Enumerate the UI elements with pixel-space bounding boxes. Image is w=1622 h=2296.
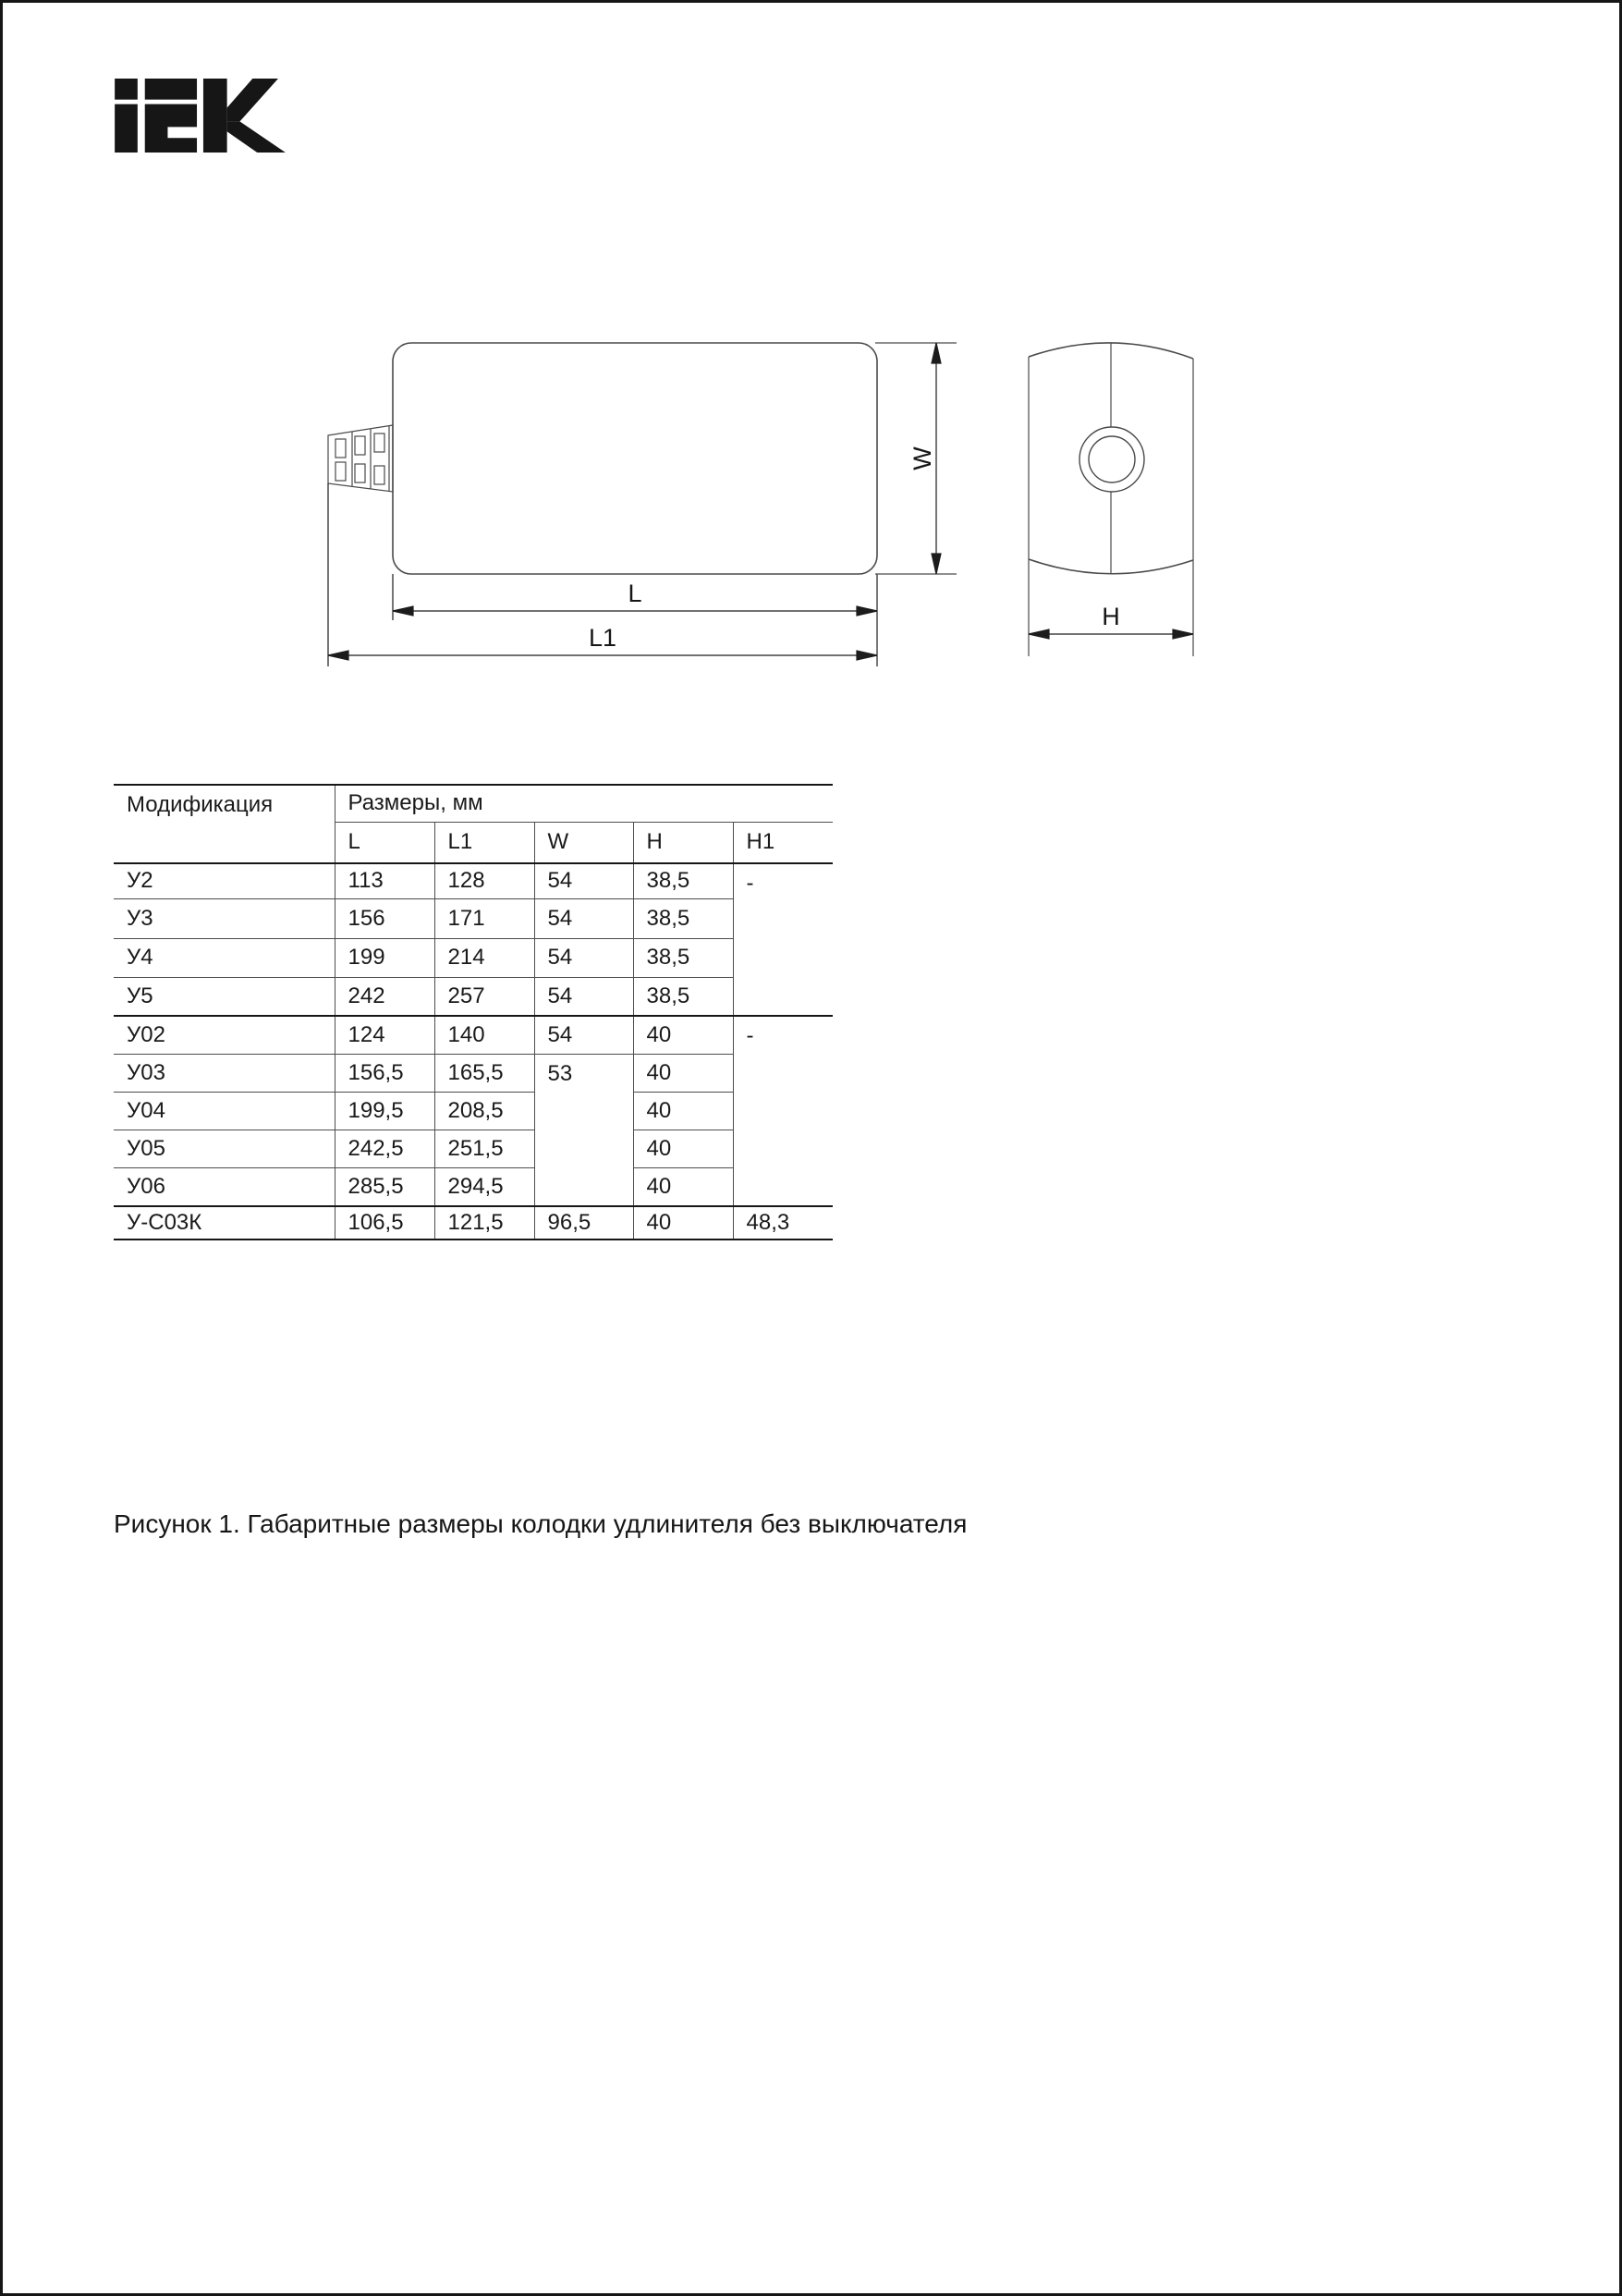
cell-l1: 140	[434, 1016, 534, 1054]
cell-h: 40	[633, 1054, 733, 1092]
cell-l: 156	[335, 898, 434, 938]
header-dimensions-group: Размеры, мм	[335, 785, 833, 822]
cell-l: 199	[335, 938, 434, 977]
cell-h: 40	[633, 1130, 733, 1167]
cell-modification: У02	[114, 1016, 335, 1054]
block-side-view	[328, 343, 877, 574]
cell-h: 38,5	[633, 938, 733, 977]
cell-modification: У3	[114, 898, 335, 938]
table-row	[114, 938, 833, 977]
cell-modification: У05	[114, 1130, 335, 1167]
cell-l1: 214	[434, 938, 534, 977]
dimension-drawing	[308, 317, 1241, 687]
dim-label-w: W	[909, 446, 936, 470]
cell-l: 113	[335, 863, 434, 898]
column-header-l: L	[335, 822, 434, 863]
dim-label-l1: L1	[588, 624, 617, 652]
cell-modification: У06	[114, 1167, 335, 1206]
cell-l: 285,5	[335, 1167, 434, 1206]
dim-h	[1029, 629, 1193, 639]
cell-modification: У03	[114, 1054, 335, 1092]
column-header-h1: H1	[733, 822, 833, 863]
table-row	[114, 1054, 833, 1092]
cell-w-merged: 53	[534, 1054, 633, 1206]
cell-l1: 128	[434, 863, 534, 898]
cell-l: 242	[335, 977, 434, 1016]
cell-h: 38,5	[633, 977, 733, 1016]
table-row	[114, 1167, 833, 1206]
cell-w: 54	[534, 898, 633, 938]
cell-l: 199,5	[335, 1092, 434, 1130]
table-row	[114, 977, 833, 1016]
iek-logo-glyphs	[115, 79, 286, 153]
cell-l: 124	[335, 1016, 434, 1054]
dim-label-l: L	[628, 580, 642, 607]
cell-h1-merged: -	[733, 1016, 833, 1206]
column-header-h: H	[633, 822, 733, 863]
iek-logo	[114, 79, 287, 153]
cell-l1: 251,5	[434, 1130, 534, 1167]
cell-w: 54	[534, 977, 633, 1016]
dimensions-table	[114, 784, 833, 1240]
cell-l: 242,5	[335, 1130, 434, 1167]
cell-l1: 165,5	[434, 1054, 534, 1092]
cell-l1: 257	[434, 977, 534, 1016]
table-row	[114, 1092, 833, 1130]
cell-l1: 121,5	[434, 1206, 534, 1240]
cell-modification: У2	[114, 863, 335, 898]
cell-w: 54	[534, 938, 633, 977]
column-header-w: W	[534, 822, 633, 863]
cell-l: 156,5	[335, 1054, 434, 1092]
dim-l1	[328, 651, 877, 660]
cell-w: 54	[534, 1016, 633, 1054]
block-end-view	[1029, 343, 1193, 574]
cell-w: 96,5	[534, 1206, 633, 1240]
header-modification: Модификация	[114, 785, 335, 863]
cell-modification: У4	[114, 938, 335, 977]
dim-l	[393, 606, 877, 616]
figure-caption: Рисунок 1. Габаритные размеры колодки удлинителя без выключателя	[114, 1509, 968, 1538]
cable-gland	[328, 425, 393, 492]
cell-h: 40	[633, 1206, 733, 1240]
column-header-l1: L1	[434, 822, 534, 863]
cell-l1: 294,5	[434, 1167, 534, 1206]
table-row	[114, 863, 833, 898]
cell-l: 106,5	[335, 1206, 434, 1240]
cell-l1: 208,5	[434, 1092, 534, 1130]
dim-label-h: H	[1102, 603, 1120, 630]
cell-h: 40	[633, 1092, 733, 1130]
socket-inner-circle	[1089, 436, 1135, 482]
side-view-dimensions	[328, 343, 957, 666]
table-row	[114, 1206, 833, 1240]
cell-modification: У04	[114, 1092, 335, 1130]
cell-h: 38,5	[633, 863, 733, 898]
cell-modification: У5	[114, 977, 335, 1016]
table-row	[114, 1130, 833, 1167]
cell-l1: 171	[434, 898, 534, 938]
cell-w: 54	[534, 863, 633, 898]
cell-h: 40	[633, 1167, 733, 1206]
cell-h: 40	[633, 1016, 733, 1054]
cell-modification: У-С03К	[114, 1206, 335, 1240]
table-row	[114, 898, 833, 938]
table-row	[114, 1016, 833, 1054]
cell-h1: 48,3	[733, 1206, 833, 1240]
cell-h1-merged: -	[733, 863, 833, 1016]
cell-h: 38,5	[633, 898, 733, 938]
